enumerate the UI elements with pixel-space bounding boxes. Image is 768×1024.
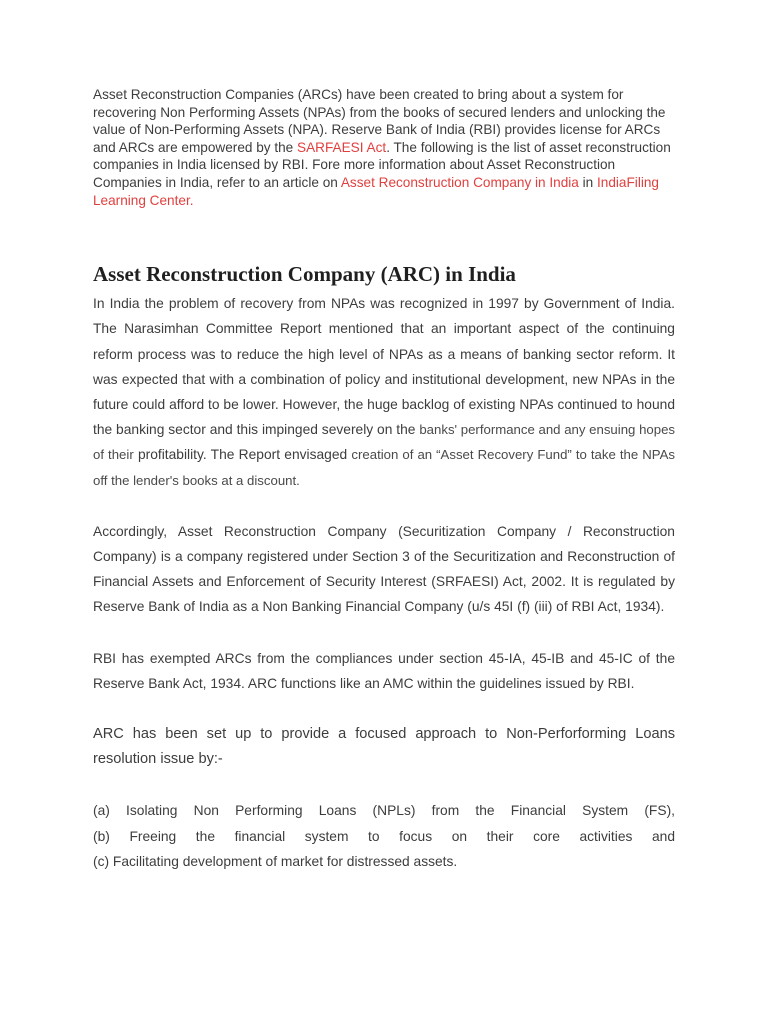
paragraph-1-sub-a: banks' performance and any ensuing hopes of their [93, 422, 676, 463]
document-page [93, 86, 675, 874]
sarfaesi-act-link[interactable]: SARFAESI Act [297, 139, 387, 155]
list-item: (c) Facilitating development of market for distressed assets. [93, 853, 458, 869]
intro-text-2: . The following is the list of asset reconstruction companies in India licensed by RBI. Fore more information about Asset Reconstruction Companies in India, refer to an article on [93, 139, 671, 190]
intro-text-3: in [578, 174, 598, 190]
paragraph-npa-history [93, 291, 675, 493]
paragraph-1-sub-b: creation of an “Asset Recovery Fund” to take the NPAs off the lender's books at a discount. [93, 447, 675, 488]
intro-text-1: Asset Reconstruction Companies (ARCs) have been created to bring about a system for recovering Non Performing Assets (NPAs) from the books of secured lenders and unlocking the value of Non-Performing Assets (NPA). Reserve Bank of India (RBI) provides license for ARCs and ARCs are empowered by the [93, 87, 666, 155]
arc-objectives-list [93, 798, 675, 874]
learning-center-link[interactable]: IndiaFiling Learning Center. [93, 174, 659, 208]
paragraph-arc-purpose: ARC has been set up to provide a focused approach to Non-Perforforming Loans resolution issue by:- [93, 726, 675, 768]
list-item: (b) Freeing the financial system to focus on their core activities and [93, 828, 675, 844]
list-item: (a) Isolating Non Performing Loans (NPLs) from the Financial System (FS), [93, 803, 675, 819]
paragraph-1-mid: profitability. The Report envisaged [133, 447, 352, 463]
intro-paragraph [93, 86, 675, 209]
section-heading: Asset Reconstruction Company (ARC) in India [93, 262, 516, 287]
arc-article-link[interactable]: Asset Reconstruction Company in India [340, 174, 579, 190]
paragraph-1-main: In India the problem of recovery from NPAs was recognized in 1997 by Government of India. The Narasimhan Committee Report mentioned that an important aspect of the continuing reform process was to reduce the high level of NPAs as a means of banking sector reform. It was expected that with a combination of policy and institutional development, new NPAs in the future could afford to be lower. However, the huge backlog of existing NPAs continued to hound the banking sector and this impinged severely on the [93, 296, 675, 438]
paragraph-arc-definition: Accordingly, Asset Reconstruction Company (Securitization Company / Reconstruction Company) is a company registered under Section 3 of the Securitization and Reconstruction of Financial Assets and Enforcement of Security Interest (SRFAESI) Act, 2002. It is regulated by Reserve Bank of India as a Non Banking Financial Company (u/s 45I (f) (iii) of RBI Act, 1934). [93, 523, 675, 615]
paragraph-rbi-exemption: RBI has exempted ARCs from the compliances under section 45-IA, 45-IB and 45-IC of the Reserve Bank Act, 1934. ARC functions like an AMC within the guidelines issued by RBI. [93, 650, 675, 691]
